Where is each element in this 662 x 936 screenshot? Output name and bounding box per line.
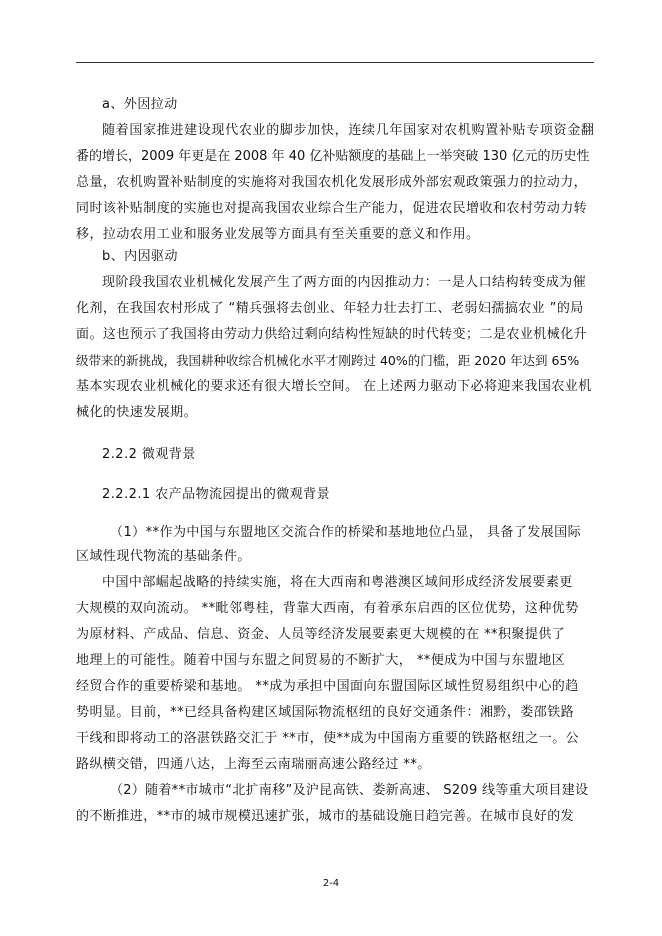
heading-external-pull: a、外因拉动 (102, 97, 178, 112)
text-line: 同时该补贴制度的实施也对提高我国农业综合生产能力，促进农民增收和农村劳动力转 (76, 201, 588, 216)
text-line: 经贸合作的重要桥梁和基地。 **成为承担中国面向东盟国际区域性贸易组织中心的趋 (76, 679, 579, 694)
text-line: 移，拉动农用工业和服务业发展等方面具有至关重要的意义和作用。 (76, 227, 480, 242)
text-line: 中国中部崛起战略的持续实施，将在大西南和粤港澳区域间形成经济发展要素更 (102, 575, 573, 590)
text-line: 干线和即将动工的洛湛铁路交汇于 **市，使**成为中国南方重要的铁路枢纽之一。公 (76, 731, 580, 746)
text-line: 的不断推进，**市的城市规模迅速扩张，城市的基础设施日趋完善。在城市良好的发 (76, 809, 575, 824)
text-line: 面。这也预示了我国将由劳动力供给过剩向结构性短缺的时代转变；二是农业机械化升 (76, 327, 588, 342)
text-line: 地理上的可能性。随着中国与东盟之间贸易的不断扩大， **便成为中国与东盟地区 (76, 653, 566, 668)
text-line: 大规模的双向流动。 **毗邻粤桂，背靠大西南，有着承东启西的区位优势，这种优势 (76, 601, 579, 616)
text-line: 级带来的新挑战，我国耕种收综合机械化水平才刚跨过 40%的门槛，距 2020 年达到 65% (76, 353, 580, 368)
text-line: 区域性现代物流的基础条件。 (76, 549, 251, 564)
text-line: （1）**作为中国与东盟地区交流合作的桥梁和基地地位凸显， 具备了发展国际 (110, 525, 582, 540)
heading-internal-drive: b、内因驱动 (102, 249, 178, 264)
header-rule (76, 62, 594, 63)
text-line: 番的增长，2009 年更是在 2008 年 40 亿补贴额度的基础上一举突破 130 亿元的历史性 (76, 149, 590, 164)
text-line: 总量，农机购置补贴制度的实施将对我国农机化发展形成外部宏观政策强力的拉动力， (76, 175, 588, 190)
text-line: 势明显。目前，**已经具备构建区域国际物流枢纽的良好交通条件：湘黔，娄邵铁路 (76, 705, 575, 720)
text-line: 随着国家推进建设现代农业的脚步加快，连续几年国家对农机购置补贴专项资金翻 (102, 123, 594, 138)
text-line: 化剂，在我国农村形成了 “精兵强将去创业、年轻力壮去打工、老弱妇孺搞农业 ”的局 (76, 301, 584, 316)
section-heading-2-2-2: 2.2.2 微观背景 (102, 447, 196, 462)
text-line: 现阶段我国农业机械化发展产生了两方面的内因推动力：一是人口结构转变成为催 (102, 275, 587, 290)
page-number: 2-4 (322, 878, 340, 889)
text-line: （2）随着**市城市“北扩南移”及沪昆高铁、娄新高速、 S209 线等重大项目建设 (110, 783, 589, 798)
text-line: 路纵横交错，四通八达，上海至云南瑞丽高速公路经过 **。 (76, 757, 431, 772)
text-line: 为原材料、产成品、信息、资金、人员等经济发展要素更大规模的在 **积聚提供了 (76, 627, 566, 642)
text-line: 基本实现农业机械化的要求还有很大增长空间。 在上述两力驱动下必将迎来我国农业机 (76, 379, 592, 394)
text-line: 械化的快速发展期。 (76, 405, 198, 420)
section-heading-2-2-2-1: 2.2.2.1 农产品物流园提出的微观背景 (102, 487, 331, 502)
